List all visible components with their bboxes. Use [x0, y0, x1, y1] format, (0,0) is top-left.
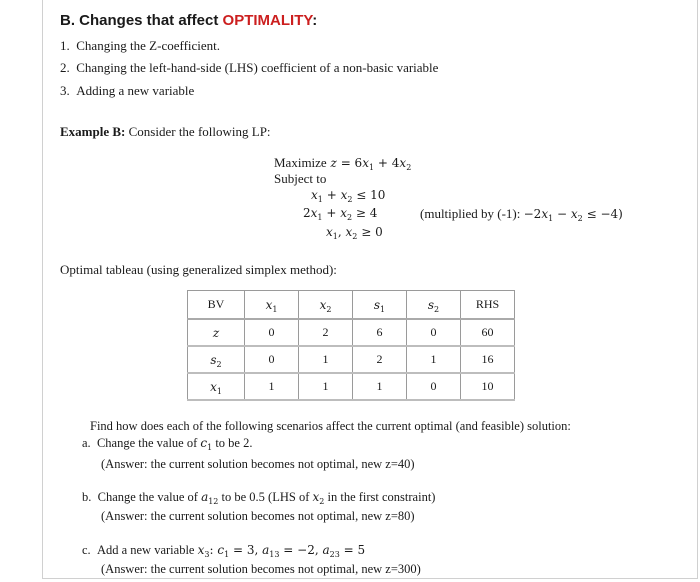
section-heading: [60, 12, 317, 29]
scenario-mid: to be 0.5 (LHS of: [221, 490, 310, 504]
table-cell: 16: [461, 346, 515, 373]
table-cell: 0: [245, 346, 299, 373]
table-cell: 60: [461, 319, 515, 346]
scenario-tail: in the first constraint): [327, 490, 436, 504]
scenario-b: b. Change the value of $a_{12}$ to be 0.5 (LHS of $x_2$ in the first constraint): [82, 490, 436, 506]
table-row: [188, 346, 515, 373]
table-cell: 2: [353, 346, 407, 373]
scenario-text: Add a new variable: [96, 543, 195, 557]
list-item: [60, 60, 438, 76]
heading-prefix: B. Changes that affect: [60, 12, 223, 29]
optimal-tableau: [187, 290, 515, 401]
nonnegativity-constraint: $x_1$, $x_2 \ge 0$: [326, 225, 383, 241]
header-bv: BV: [207, 297, 225, 311]
scenario-letter: c.: [82, 543, 91, 557]
tableau-caption: Optimal tableau (using generalized simplex method):: [60, 262, 337, 277]
row-bv: $s_2$: [210, 352, 222, 369]
scenario-letter: b.: [82, 490, 92, 504]
table-row: [188, 319, 515, 346]
multiplied-note-text: (multiplied by (-1):: [420, 206, 521, 221]
table-cell: 1: [245, 373, 299, 400]
table-cell: 1: [353, 373, 407, 400]
question-text: Find how does each of the following scenarios affect the current optimal (and feasible) solution:: [90, 419, 571, 433]
table-cell: 0: [407, 319, 461, 346]
table-cell: 0: [245, 319, 299, 346]
table-row: [188, 373, 515, 400]
table-cell: 1: [299, 373, 353, 400]
table-cell: 6: [353, 319, 407, 346]
list-number: 2.: [60, 60, 70, 75]
header-s2: $s_2$: [407, 291, 461, 320]
scenario-a: a. Change the value of $c_1$ to be 2.: [82, 436, 253, 452]
heading-highlight: OPTIMALITY: [222, 12, 313, 29]
table-cell: 1: [407, 346, 461, 373]
header-x2: $x_2$: [299, 291, 353, 320]
example-label: Example B:: [60, 124, 126, 139]
scenario-text: Change the value of: [97, 490, 198, 504]
row-bv: $x_1$: [210, 379, 222, 396]
scenario-a-answer: (Answer: the current solution becomes not optimal, new z=40): [101, 457, 415, 471]
list-number: 1.: [60, 38, 70, 53]
scenario-letter: a.: [82, 436, 91, 450]
header-x1: $x_1$: [245, 291, 299, 320]
list-text: Changing the left-hand-side (LHS) coefficient of a non-basic variable: [76, 60, 439, 75]
objective-function: Maximize $z = 6x_1 + 4x_2$: [274, 155, 412, 172]
multiplied-note: (multiplied by (-1): $-2x_1 - x_2 \le -4$): [420, 206, 623, 223]
scenario-tail: to be 2.: [215, 436, 253, 450]
constraint-2: $2x_1 + x_2 \ge 4$: [303, 206, 378, 222]
list-number: 3.: [60, 83, 70, 98]
list-item: [60, 83, 194, 99]
scenario-c-answer: (Answer: the current solution becomes not optimal, new z=300): [101, 562, 421, 576]
maximize-label: Maximize: [274, 155, 327, 170]
list-item: [60, 38, 220, 54]
table-cell: 2: [299, 319, 353, 346]
table-header-row: [188, 291, 515, 320]
table-cell: 0: [407, 373, 461, 400]
example-intro: [60, 124, 271, 140]
scenario-b-answer: (Answer: the current solution becomes not optimal, new z=80): [101, 509, 415, 523]
scenario-text: Change the value of: [96, 436, 198, 450]
row-bv: z: [212, 325, 220, 340]
table-cell: 10: [461, 373, 515, 400]
example-text: Consider the following LP:: [128, 124, 271, 139]
list-text: Adding a new variable: [76, 83, 195, 98]
constraint-1: $x_1 + x_2 \le 10$: [311, 188, 386, 204]
heading-suffix: :: [312, 12, 318, 29]
subject-to-label: Subject to: [274, 171, 327, 186]
list-text: Changing the Z-coefficient.: [76, 38, 221, 53]
header-s1: $s_1$: [353, 291, 407, 320]
scenario-c: c. Add a new variable $x_3$: $c_1 = 3$, $a_{13} = -2$, $a_{23} = 5$: [82, 543, 366, 559]
table-cell: 1: [299, 346, 353, 373]
header-rhs: RHS: [461, 291, 515, 320]
